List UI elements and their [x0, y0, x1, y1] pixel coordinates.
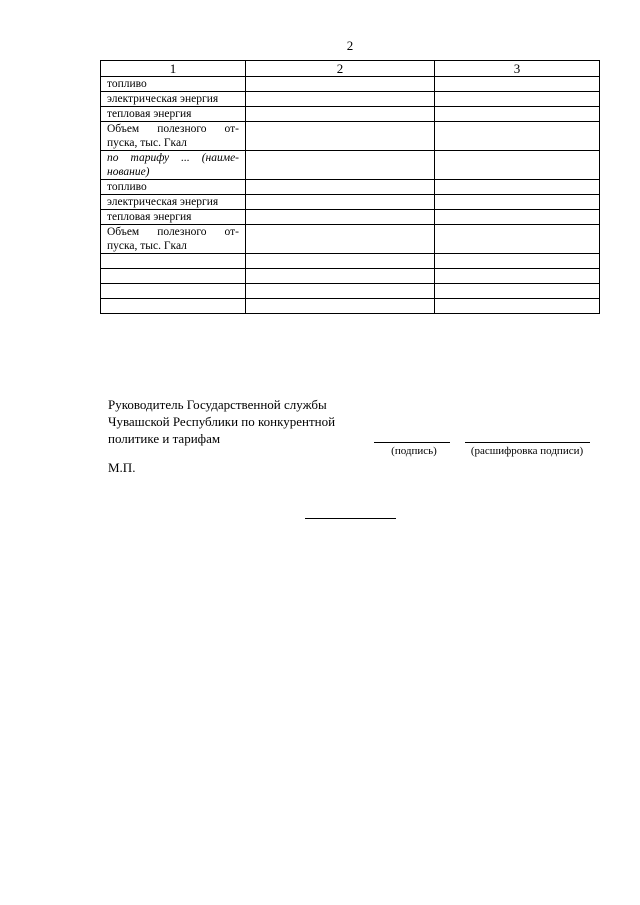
empty-cell — [435, 269, 600, 284]
empty-cell — [101, 284, 246, 299]
name-line — [465, 442, 590, 443]
row-value-col3 — [435, 180, 600, 195]
row-value-col2 — [246, 107, 435, 122]
page-number: 2 — [346, 38, 354, 53]
empty-cell — [101, 254, 246, 269]
empty-table-row — [101, 299, 600, 314]
empty-cell — [101, 299, 246, 314]
empty-cell — [246, 254, 435, 269]
empty-cell — [435, 284, 600, 299]
row-value-col3 — [435, 225, 600, 254]
empty-cell — [101, 269, 246, 284]
row-label: топливо — [101, 180, 246, 195]
table-header-row — [101, 61, 600, 77]
table-row — [101, 92, 600, 107]
stamp-place: М.П. — [108, 460, 136, 475]
header-cell-1: 1 — [101, 61, 246, 77]
empty-cell — [246, 299, 435, 314]
empty-cell — [246, 269, 435, 284]
row-value-col2 — [246, 122, 435, 151]
row-value-col3 — [435, 122, 600, 151]
row-value-col2 — [246, 225, 435, 254]
name-caption: (расшифровка подписи) — [470, 445, 584, 457]
table-row — [101, 210, 600, 225]
end-separator-line — [305, 518, 396, 519]
table-row — [101, 195, 600, 210]
row-value-col2 — [246, 92, 435, 107]
row-value-col3 — [435, 210, 600, 225]
row-value-col2 — [246, 210, 435, 225]
signatory-title-line-2: Чувашской Республики по конкурентной — [108, 414, 336, 429]
header-cell-3: 3 — [435, 61, 600, 77]
empty-table-row — [101, 284, 600, 299]
table-row — [101, 122, 600, 151]
row-label: Объем полезного от-пуска, тыс. Гкал — [101, 122, 246, 151]
signature-line — [374, 442, 450, 443]
table-row — [101, 225, 600, 254]
row-label: электрическая энергия — [101, 195, 246, 210]
row-value-col3 — [435, 92, 600, 107]
table-row — [101, 107, 600, 122]
row-value-col3 — [435, 195, 600, 210]
row-value-col2 — [246, 180, 435, 195]
empty-table-row — [101, 269, 600, 284]
row-value-col3 — [435, 151, 600, 180]
row-label: топливо — [101, 77, 246, 92]
empty-cell — [435, 299, 600, 314]
row-value-col3 — [435, 77, 600, 92]
header-cell-2: 2 — [246, 61, 435, 77]
row-value-col2 — [246, 151, 435, 180]
table-row — [101, 180, 600, 195]
empty-cell — [435, 254, 600, 269]
signatory-title-line-3: политике и тарифам — [108, 431, 221, 446]
row-value-col2 — [246, 195, 435, 210]
empty-table-row — [101, 254, 600, 269]
row-label: тепловая энергия — [101, 107, 246, 122]
row-label: по тарифу ... (наиме-нование) — [101, 151, 246, 180]
row-value-col2 — [246, 77, 435, 92]
row-label: электрическая энергия — [101, 92, 246, 107]
row-value-col3 — [435, 107, 600, 122]
tariff-table — [100, 60, 600, 314]
table-row — [101, 77, 600, 92]
table-row — [101, 151, 600, 180]
signatory-title — [108, 396, 368, 447]
signatory-title-line-1: Руководитель Государственной службы — [108, 397, 327, 412]
row-label: Объем полезного от-пуска, тыс. Гкал — [101, 225, 246, 254]
row-label: тепловая энергия — [101, 210, 246, 225]
empty-cell — [246, 284, 435, 299]
signature-caption: (подпись) — [391, 445, 437, 457]
